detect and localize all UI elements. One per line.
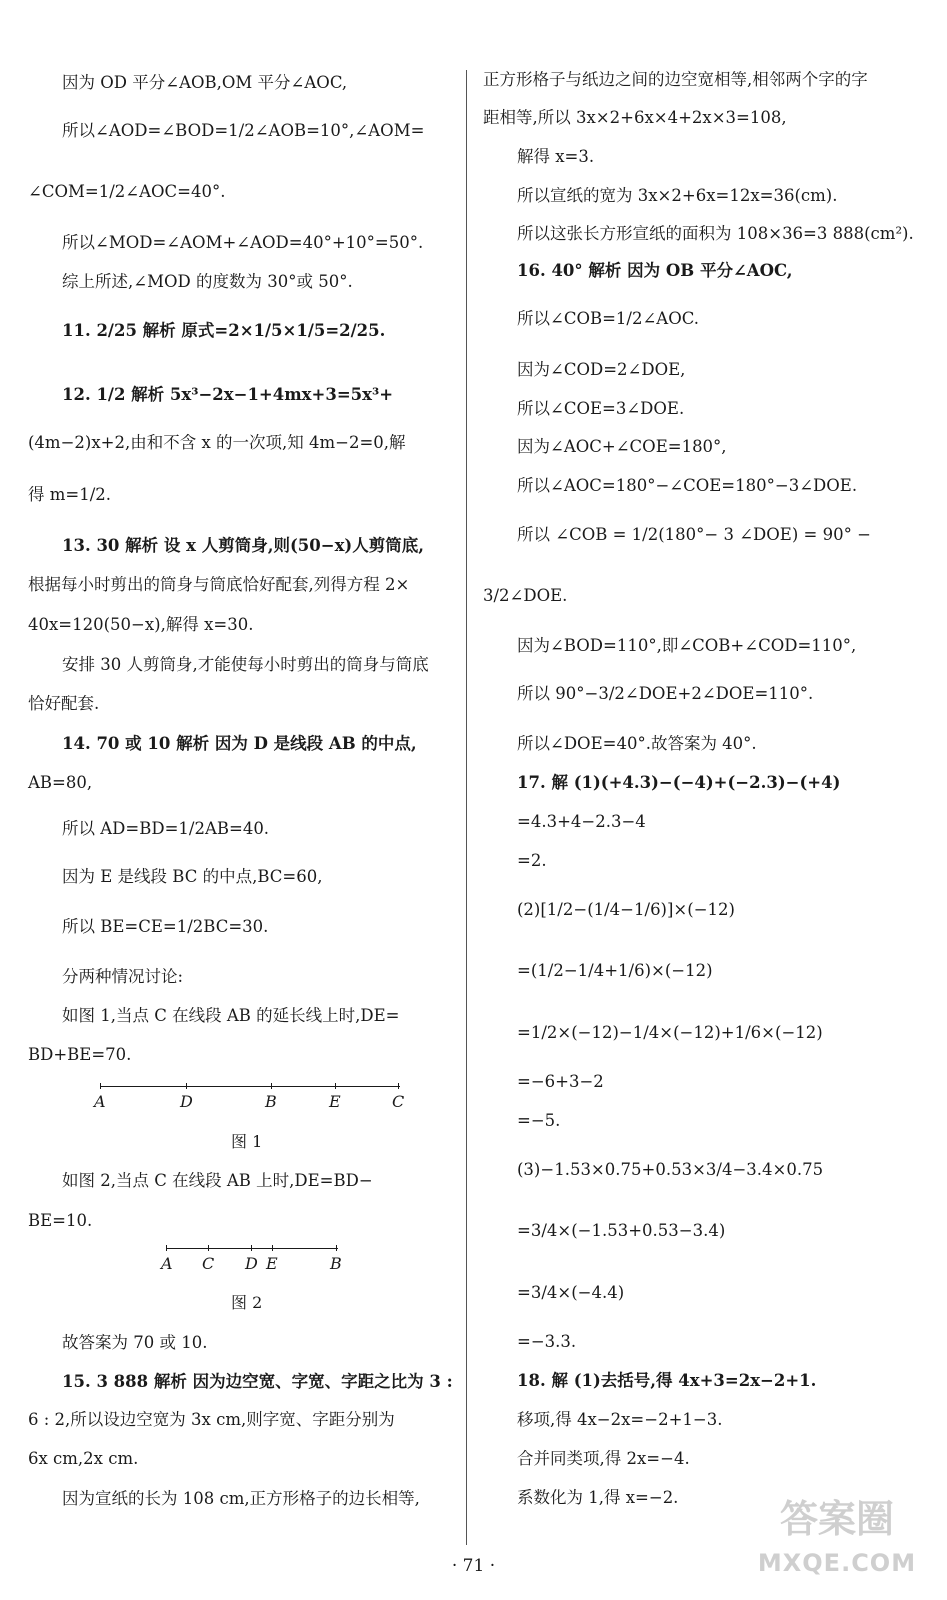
- text-line: 40x=120(50−x),解得 x=30.: [28, 615, 254, 634]
- text-line: 正方形格子与纸边之间的边空宽相等,相邻两个字的字: [483, 70, 868, 89]
- tick-mark: [336, 1245, 337, 1251]
- text-line: 因为宣纸的长为 108 cm,正方形格子的边长相等,: [62, 1489, 420, 1508]
- text-line: =3/4×(−4.4): [517, 1283, 625, 1302]
- point-label: D: [245, 1254, 258, 1273]
- tick-mark: [335, 1083, 336, 1089]
- answer-12: 12. 1/2 解析 5x³−2x−1+4mx+3=5x³+: [62, 385, 394, 404]
- answer-18: 18. 解 (1)去括号,得 4x+3=2x−2+1.: [517, 1371, 817, 1390]
- text-line: 安排 30 人剪筒身,才能使每小时剪出的筒身与筒底: [62, 655, 429, 674]
- text-line: =−5.: [517, 1111, 561, 1130]
- tick-mark: [398, 1083, 399, 1089]
- text-line: 所以∠DOE=40°.故答案为 40°.: [517, 734, 757, 753]
- text-line: 所以∠AOD=∠BOD=1/2∠AOB=10°,∠AOM=: [62, 121, 425, 140]
- text-line: 3/2∠DOE.: [483, 586, 568, 605]
- text-line: AB=80,: [28, 773, 93, 792]
- text-line: 因为∠COD=2∠DOE,: [517, 360, 686, 379]
- answer-13: 13. 30 解析 设 x 人剪筒身,则(50−x)人剪筒底,: [62, 536, 424, 555]
- text-line: 恰好配套.: [28, 694, 100, 713]
- column-divider: [466, 70, 467, 1545]
- text-line: 所以 BE=CE=1/2BC=30.: [62, 917, 269, 936]
- text-line: 6x cm,2x cm.: [28, 1449, 139, 1468]
- text-line: (3)−1.53×0.75+0.53×3/4−3.4×0.75: [517, 1160, 824, 1179]
- text-line: =(1/2−1/4+1/6)×(−12): [517, 961, 713, 980]
- text-line: 所以 90°−3/2∠DOE+2∠DOE=110°.: [517, 684, 814, 703]
- answer-16: 16. 40° 解析 因为 OB 平分∠AOC,: [517, 261, 793, 280]
- text-line: 所以∠AOC=180°−∠COE=180°−3∠DOE.: [517, 476, 858, 495]
- page-number: · 71 ·: [451, 1556, 496, 1576]
- text-line: 如图 2,当点 C 在线段 AB 上时,DE=BD−: [62, 1171, 373, 1190]
- text-line: 合并同类项,得 2x=−4.: [517, 1449, 690, 1468]
- text-line: 所以宣纸的宽为 3x×2+6x=12x=36(cm).: [517, 186, 838, 205]
- text-line: =4.3+4−2.3−4: [517, 812, 646, 831]
- text-line: BE=10.: [28, 1211, 93, 1230]
- text-line: 所以∠COB=1/2∠AOC.: [517, 309, 700, 328]
- text-line: 因为∠BOD=110°,即∠COB+∠COD=110°,: [517, 636, 857, 655]
- tick-mark: [208, 1245, 209, 1251]
- tick-mark: [166, 1245, 167, 1251]
- watermark-main: 答案圈: [779, 1497, 894, 1541]
- text-line: =3/4×(−1.53+0.53−3.4): [517, 1221, 726, 1240]
- text-line: 6 : 2,所以设边空宽为 3x cm,则字宽、字距分别为: [28, 1410, 395, 1429]
- text-line: 因为 E 是线段 BC 的中点,BC=60,: [62, 867, 323, 886]
- tick-mark: [271, 1083, 272, 1089]
- text-line: 故答案为 70 或 10.: [62, 1333, 208, 1352]
- text-line: 根据每小时剪出的筒身与筒底恰好配套,列得方程 2×: [28, 575, 410, 594]
- text-line: =−6+3−2: [517, 1072, 604, 1091]
- text-line: 因为∠AOC+∠COE=180°,: [517, 437, 727, 456]
- point-label: E: [266, 1254, 278, 1273]
- text-line: =−3.3.: [517, 1332, 577, 1351]
- point-label: B: [330, 1254, 342, 1273]
- answer-11: 11. 2/25 解析 原式=2×1/5×1/5=2/25.: [62, 321, 386, 340]
- text-line: BD+BE=70.: [28, 1045, 132, 1064]
- text-line: =2.: [517, 851, 547, 870]
- point-label: C: [202, 1254, 215, 1273]
- tick-mark: [186, 1083, 187, 1089]
- text-line: 系数化为 1,得 x=−2.: [517, 1488, 679, 1507]
- text-line: =1/2×(−12)−1/4×(−12)+1/6×(−12): [517, 1023, 823, 1042]
- text-line: 移项,得 4x−2x=−2+1−3.: [517, 1410, 723, 1429]
- point-label: A: [94, 1092, 106, 1111]
- point-label: D: [180, 1092, 193, 1111]
- figure-2-caption: 图 2: [231, 1293, 263, 1312]
- text-line: 所以这张长方形宣纸的面积为 108×36=3 888(cm²).: [517, 224, 914, 243]
- answer-15: 15. 3 888 解析 因为边空宽、字宽、字距之比为 3 :: [62, 1372, 453, 1391]
- text-line: 距相等,所以 3x×2+6x×4+2x×3=108,: [483, 108, 787, 127]
- figure-1-caption: 图 1: [231, 1132, 263, 1151]
- text-line: 所以∠COE=3∠DOE.: [517, 399, 685, 418]
- segment-line: [166, 1248, 338, 1249]
- point-label: B: [265, 1092, 277, 1111]
- text-line: 所以∠MOD=∠AOM+∠AOD=40°+10°=50°.: [62, 233, 424, 252]
- text-line: 所以 AD=BD=1/2AB=40.: [62, 819, 270, 838]
- point-label: E: [329, 1092, 341, 1111]
- text-line: 因为 OD 平分∠AOB,OM 平分∠AOC,: [62, 73, 348, 92]
- text-line: 得 m=1/2.: [28, 485, 112, 504]
- tick-mark: [251, 1245, 252, 1251]
- tick-mark: [272, 1245, 273, 1251]
- point-label: C: [392, 1092, 405, 1111]
- watermark-url: MXQE.COM: [757, 1549, 917, 1577]
- point-label: A: [161, 1254, 173, 1273]
- answer-17: 17. 解 (1)(+4.3)−(−4)+(−2.3)−(+4): [517, 773, 841, 792]
- text-line: 如图 1,当点 C 在线段 AB 的延长线上时,DE=: [62, 1006, 400, 1025]
- text-line: 解得 x=3.: [517, 147, 595, 166]
- text-line: (4m−2)x+2,由和不含 x 的一次项,知 4m−2=0,解: [28, 433, 406, 452]
- segment-line: [100, 1086, 400, 1087]
- answer-14: 14. 70 或 10 解析 因为 D 是线段 AB 的中点,: [62, 734, 417, 753]
- text-line: 所以 ∠COB = 1/2(180°− 3 ∠DOE) = 90° −: [517, 525, 871, 544]
- text-line: (2)[1/2−(1/4−1/6)]×(−12): [517, 900, 735, 919]
- tick-mark: [100, 1083, 101, 1089]
- text-line: ∠COM=1/2∠AOC=40°.: [28, 182, 226, 201]
- text-line: 分两种情况讨论:: [62, 967, 184, 986]
- text-line: 综上所述,∠MOD 的度数为 30°或 50°.: [62, 272, 353, 291]
